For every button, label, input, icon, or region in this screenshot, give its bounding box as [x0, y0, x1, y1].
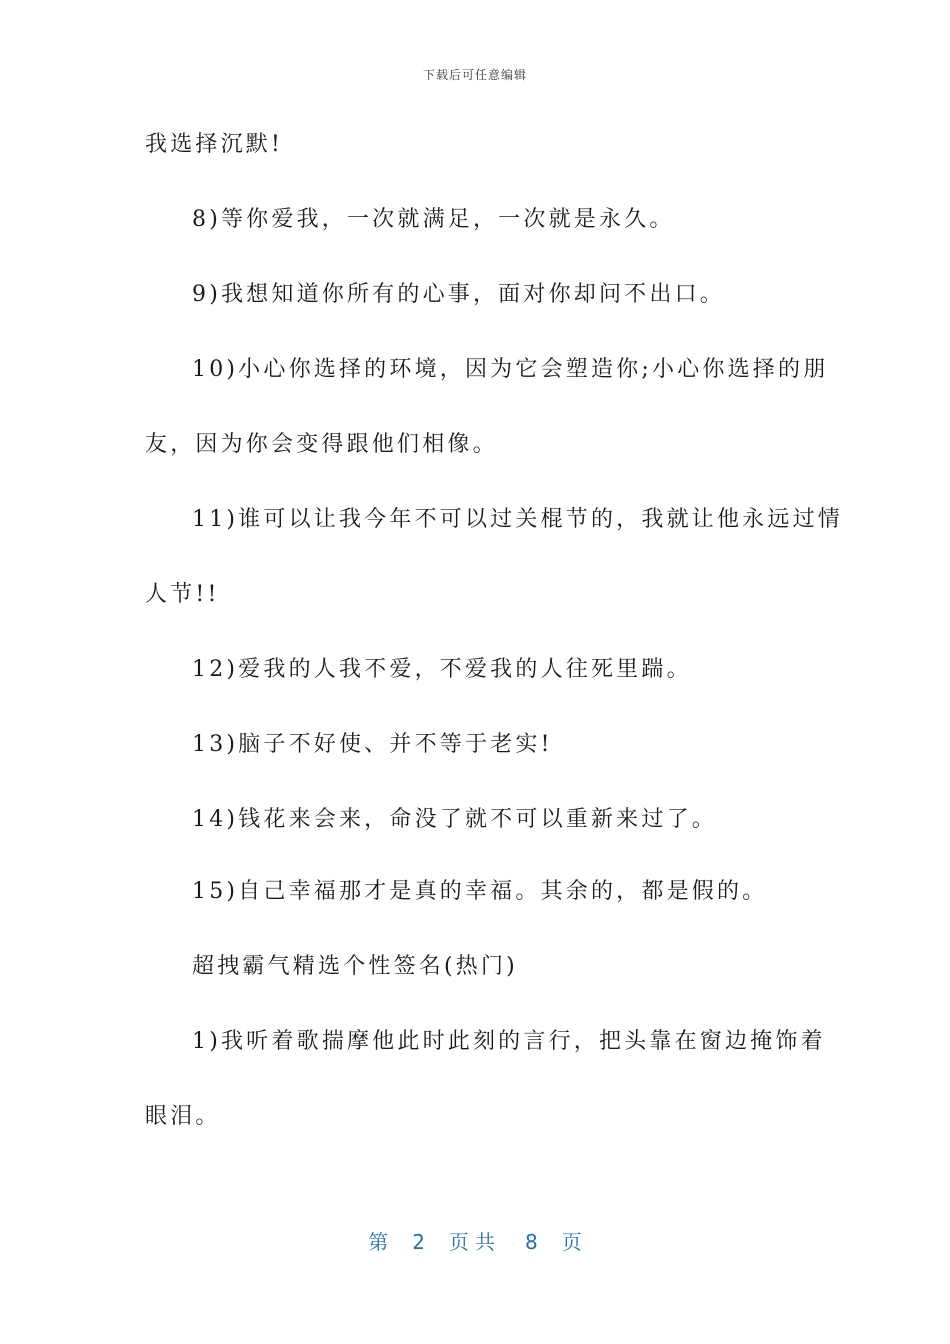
paragraph-line: 9)我想知道你所有的心事，面对你却问不出口。 [192, 282, 725, 307]
paragraph-line: 10)小心你选择的环境，因为它会塑造你;小心你选择的朋 [192, 357, 829, 382]
paragraph-line: 15)自己幸福那才是真的幸福。其余的，都是假的。 [192, 879, 768, 904]
footer-suffix: 页 [561, 1230, 582, 1254]
page-header: 下载后可任意编辑 [422, 68, 527, 82]
paragraph-line: 人节!! [145, 582, 220, 607]
footer-middle: 页共 [449, 1230, 501, 1254]
footer-total-pages: 8 [525, 1230, 538, 1254]
paragraph-line: 友，因为你会变得跟他们相像。 [145, 432, 498, 457]
footer-current-page: 2 [412, 1230, 425, 1254]
paragraph-line: 11)谁可以让我今年不可以过关棍节的，我就让他永远过情 [192, 507, 843, 532]
paragraph-line: 14)钱花来会来，命没了就不可以重新来过了。 [192, 807, 717, 832]
footer-prefix: 第 [368, 1230, 389, 1254]
page-footer [0, 1226, 950, 1255]
paragraph-line: 8)等你爱我，一次就满足，一次就是永久。 [192, 207, 675, 232]
paragraph-line: 我选择沉默! [145, 132, 284, 157]
paragraph-line: 12)爱我的人我不爱，不爱我的人往死里踹。 [192, 657, 692, 682]
section-heading: 超拽霸气精选个性签名(热门) [192, 954, 518, 979]
paragraph-line: 眼泪。 [145, 1104, 221, 1129]
paragraph-line: 13)脑子不好使、并不等于老实! [192, 732, 553, 757]
paragraph-line: 1)我听着歌揣摩他此时此刻的言行，把头靠在窗边掩饰着 [192, 1029, 826, 1054]
